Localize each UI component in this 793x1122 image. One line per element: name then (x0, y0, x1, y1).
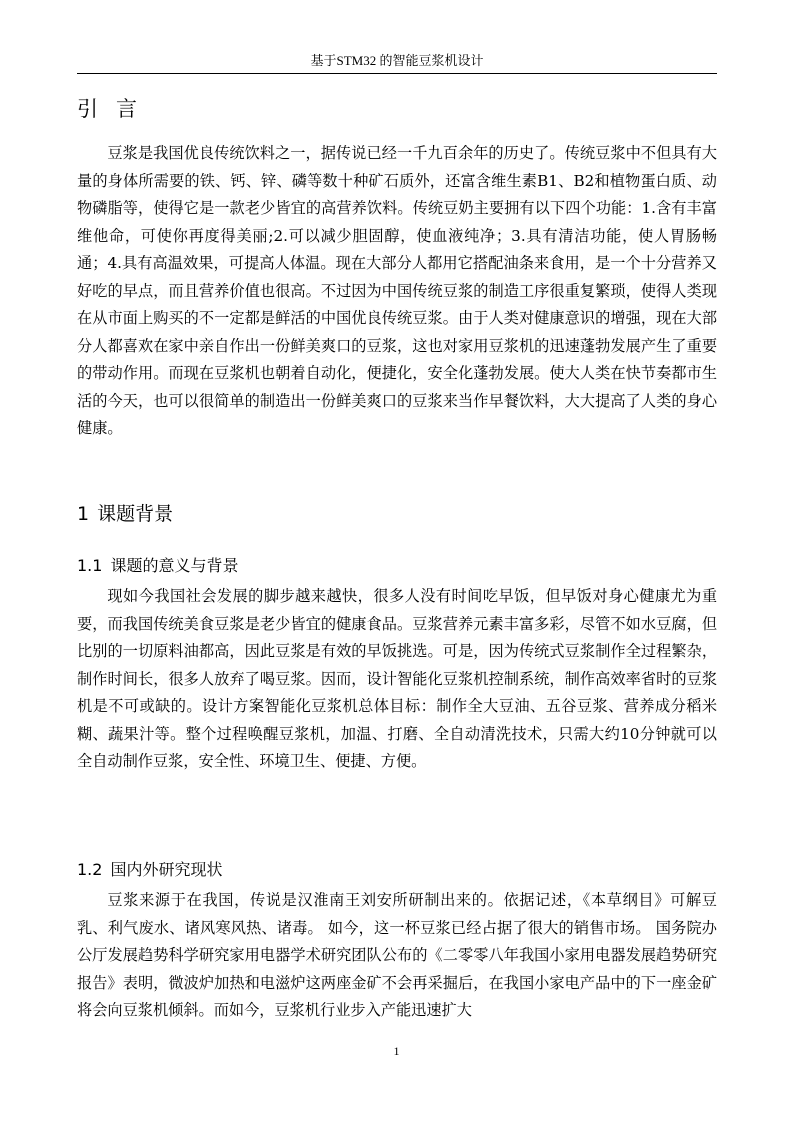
section-1-1-paragraph: 现如今我国社会发展的脚步越来越快，很多人没有时间吃早饭，但早饭对身心健康尤为重要，而我国传统美食豆浆是老少皆宜的健康食品。豆浆营养元素丰富多彩，尽管不如水豆腐，但比别的一切原料油都高，因此豆浆是有效的早饭挑选。可是，因为传统式豆浆制作全过程繁杂，制作时间长，很多人放弃了喝豆浆。因而，设计智能化豆浆机控制系统，制作高效率省时的豆浆机是不可或缺的。设计方案智能化豆浆机总体目标：制作全大豆油、五谷豆浆、营养成分稻米糊、蔬果汁等。整个过程唤醒豆浆机，加温、打磨、全自动清洗技术，只需大约10分钟就可以全自动制作豆浆，安全性、环境卫生、便捷、方便。 (77, 587, 717, 770)
section-1-2-paragraph: 豆浆来源于在我国，传说是汉淮南王刘安所研制出来的。依据记述，《本草纲目》可解豆乳、利气废水、诸风寒风热、诸毒。 如今，这一杯豆浆已经占据了很大的销售市场。 国务院办公厅发展趋势科学研究家用电器学术研究团队公布的《二零零八年我国小家用电器发展趋势研究报告》表明，微波炉加热和电滋炉这两座金矿不会再采掘后，在我国小家电产品中的下一座金矿将会向豆浆机倾斜。而如今，豆浆机行业步入产能迅速扩大 (77, 891, 717, 1019)
header-rule (77, 73, 717, 74)
section-1-1-heading (77, 553, 238, 579)
section-1-title: 课题背景 (97, 503, 174, 525)
running-header: 基于STM32 的智能豆浆机设计 (310, 53, 484, 68)
section-1-2-title: 国内外研究现状 (110, 860, 223, 879)
section-1-heading (77, 500, 173, 528)
section-1-number: 1 (77, 503, 90, 525)
section-1-2-heading (77, 857, 222, 883)
intro-heading: 引言 (77, 97, 155, 121)
section-1-1-number: 1.1 (77, 556, 103, 575)
section-1-1-title: 课题的意义与背景 (110, 556, 239, 575)
intro-paragraph: 豆浆是我国优良传统饮料之一，据传说已经一千九百余年的历史了。传统豆浆中不但具有大量的身体所需要的铁、钙、锌、磷等数十种矿石质外，还富含维生素B1、B2和植物蛋白质、动物磷脂等，使得它是一款老少皆宜的高营养饮料。传统豆奶主要拥有以下四个功能：1.含有丰富维他命，可使你再度得美丽;2.可以减少胆固醇，使血液纯净；3.具有清洁功能，使人胃肠畅通；4.具有高温效果，可提高人体温。现在大部分人都用它搭配油条来食用，是一个十分营养又好吃的早点，而且营养价值也很高。不过因为中国传统豆浆的制造工序很重复繁琐，使得人类现在从市面上购买的不一定都是鲜活的中国优良传统豆浆。由于人类对健康意识的增强，现在大部分人都喜欢在家中亲自作出一份鲜美爽口的豆浆，这也对家用豆浆机的迅速蓬勃发展产生了重要的带动作用。而现在豆浆机也朝着自动化，便捷化，安全化蓬勃发展。使大人类在快节奏都市生活的今天，也可以很简单的制造出一份鲜美爽口的豆浆来当作早餐饮料，大大提高了人类的身心健康。 (77, 144, 717, 437)
section-1-2-number: 1.2 (77, 860, 103, 879)
page-number: 1 (393, 1044, 400, 1058)
